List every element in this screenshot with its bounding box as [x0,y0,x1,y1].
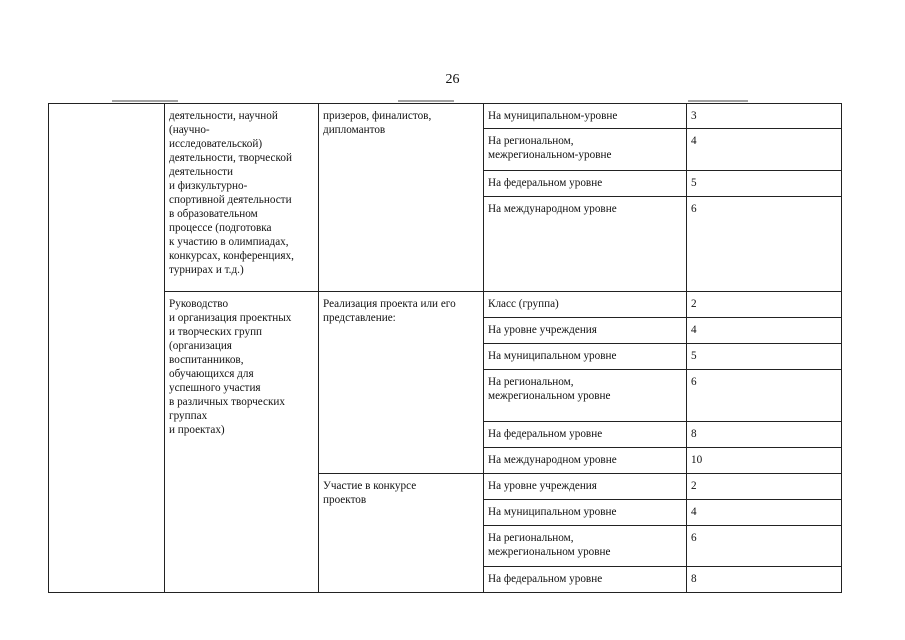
activity-cell: Руководство и организация проектных и творческих групп (организация воспитанников, обучающихся для успешного участия в различных творческих группах и проектах) [165,292,319,593]
scan-artifact-right [688,100,748,102]
level-cell: На международном уровне [484,197,687,292]
level-cell: На муниципальном-уровне [484,104,687,129]
criterion-cell: призеров, финалистов, дипломантов [319,104,484,292]
score-cell: 2 [687,292,842,318]
level-cell: На федеральном уровне [484,171,687,197]
score-cell: 2 [687,474,842,500]
score-cell: 8 [687,567,842,593]
level-cell: На федеральном уровне [484,567,687,593]
score-cell: 4 [687,500,842,526]
level-cell: На региональном, межрегиональном уровне [484,370,687,422]
page-number: 26 [445,72,460,87]
score-cell: 4 [687,318,842,344]
level-cell: На федеральном уровне [484,422,687,448]
score-cell: 4 [687,129,842,171]
scan-artifact-left [112,100,178,102]
criterion-cell: Реализация проекта или его представление: [319,292,484,474]
score-cell: 3 [687,104,842,129]
activity-cell: деятельности, научной (научно- исследовательской) деятельности, творческой деятельности и физкультурно- спортивной деятельности в образовательном процессе (подготовка к участию в олимпиадах, конкурсах, конференциях, турнирах и т.д.) [165,104,319,292]
criterion-cell: Участие в конкурсе проектов [319,474,484,593]
table-row [49,292,842,318]
score-cell: 5 [687,171,842,197]
level-cell: На международном уровне [484,448,687,474]
level-cell: Класс (группа) [484,292,687,318]
table-row [49,104,842,129]
level-cell: На региональном, межрегиональном уровне [484,526,687,567]
score-cell: 6 [687,197,842,292]
level-cell: На муниципальном уровне [484,500,687,526]
number-cell [49,104,165,593]
score-cell: 6 [687,526,842,567]
scan-artifact-center [398,100,454,102]
score-cell: 10 [687,448,842,474]
score-cell: 6 [687,370,842,422]
level-cell: На уровне учреждения [484,474,687,500]
criteria-table [48,103,842,593]
level-cell: На региональном, межрегиональном-уровне [484,129,687,171]
score-cell: 5 [687,344,842,370]
level-cell: На уровне учреждения [484,318,687,344]
score-cell: 8 [687,422,842,448]
level-cell: На муниципальном уровне [484,344,687,370]
